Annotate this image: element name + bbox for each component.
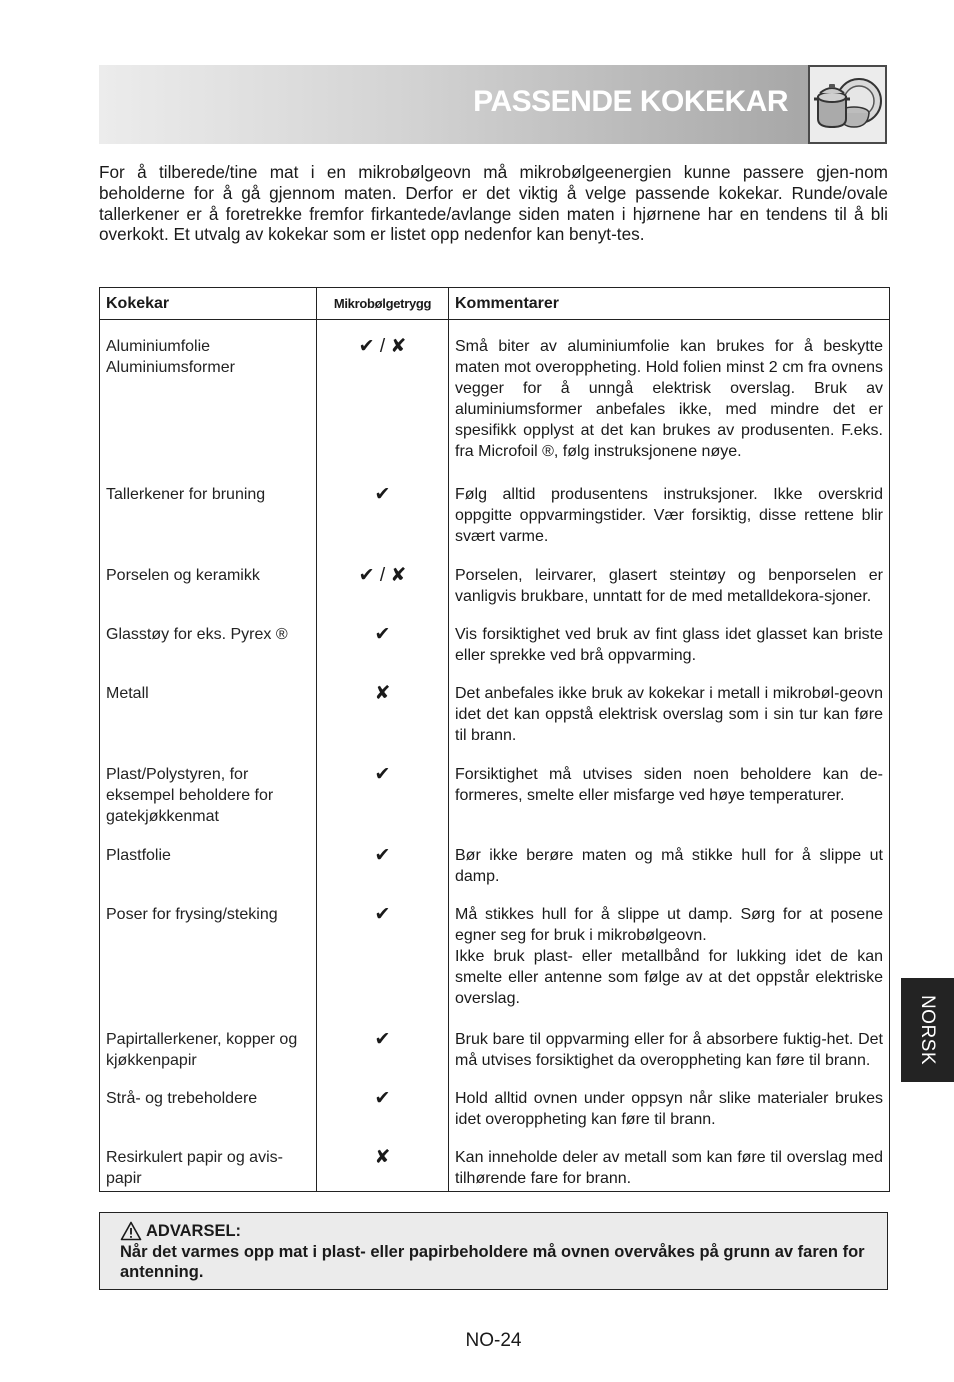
cookware-table [99,287,890,1192]
row-comment: Porselen, leirvarer, glasert steintøy og benporselen er vanligvis brukbare, unntatt for de med metalldekora-sjoner. [449,565,890,624]
row-safety-mark: ✔ [317,764,449,845]
row-cookware-name: Papirtallerkener, kopper og kjøkkenpapir [100,1029,317,1088]
row-comment: Det anbefales ikke bruk av kokekar i metall i mikrobøl-geovn idet det kan oppstå elektrisk overslag som i sin tur kan føre til brann. [449,683,890,764]
row-comment: Bør ikke berøre maten og må stikke hull for å slippe ut damp. [449,845,890,904]
warning-title: ADVARSEL: [146,1222,242,1240]
row-comment: Bruk bare til oppvarming eller for å absorbere fuktig-het. Det må utvises forsiktighet da overoppheting kan føre til brann. [449,1029,890,1088]
row-cookware-name: Plast/Polystyren, for eksempel beholdere for gatekjøkkenmat [100,764,317,845]
language-side-tab [901,978,954,1082]
warning-heading [120,1221,867,1242]
row-safety-mark: ✔ [317,1029,449,1088]
row-cookware-name: Strå- og trebeholdere [100,1088,317,1147]
table-row [100,845,890,904]
row-safety-mark: ✘ [317,683,449,764]
table-row [100,1029,890,1088]
row-comment: Kan inneholde deler av metall som kan føre til overslag med tilhørende fare for brann. [449,1147,890,1192]
row-safety-mark: ✘ [317,1147,449,1192]
row-comment: Vis forsiktighet ved bruk av fint glass idet glasset kan briste eller sprekke ved brå oppvarming. [449,624,890,683]
page-number: NO-24 [465,1330,522,1351]
table-row [100,1147,890,1192]
table-row [100,683,890,764]
page-title: PASSENDE KOKEKAR [473,85,788,118]
row-cookware-name: Metall [100,683,317,764]
table-row [100,1088,890,1147]
row-cookware-name: Plastfolie [100,845,317,904]
warning-text: Når det varmes opp mat i plast- eller papirbeholdere må ovnen overvåkes på grunn av faren for antenning. [120,1242,865,1281]
row-safety-mark: ✔ [317,845,449,904]
warning-box [99,1212,888,1290]
column-header-cookware: Kokekar [100,288,317,320]
cookware-icon [810,67,885,142]
table-row [100,764,890,845]
row-safety-mark: ✔ [317,904,449,1029]
row-comment: Følg alltid produsentens instruksjoner. Ikke overskrid oppgitte oppvarmingstider. Vær forsiktig, disse rettene blir svært varme. [449,484,890,565]
row-comment: Må stikkes hull for å slippe ut damp. Sørg for at posene egner seg for bruk i mikrobølgeovn. Ikke bruk plast- eller metallbånd for lukking idet de kan smelte eller antenne som følge av at det oppstår elektriske overslag. [449,904,890,1029]
row-cookware-name: Tallerkener for bruning [100,484,317,565]
intro-paragraph: For å tilberede/tine mat i en mikrobølgeovn må mikrobølgeenergien kunne passere gjen-nom beholderne for å gå gjennom maten. Derfor er det viktig å velge passende kokekar. Runde/ovale tallerkener er å foretrekke fremfor firkantede/avlange siden maten i hjørnene har en tendens til å bli overkokt. Et utvalg av kokekar som er listet opp nedenfor kan benyt-tes. [99,162,888,245]
row-comment: Forsiktighet må utvises siden noen beholdere kan de-formeres, smelte eller misfarge ved høye temperaturer. [449,764,890,845]
column-header-microwave-safe: Mikrobølgetrygg [317,288,449,320]
table-row [100,484,890,565]
table-header-row [100,288,890,320]
row-safety-mark: ✔ [317,484,449,565]
warning-triangle-icon [120,1221,142,1241]
table-row [100,320,890,485]
header-bar [99,65,808,144]
language-label: NORSK [917,994,939,1066]
row-cookware-name: Poser for frysing/steking [100,904,317,1029]
cookware-icon-box [808,65,887,144]
row-cookware-name: Resirkulert papir og avis-papir [100,1147,317,1192]
table-row [100,904,890,1029]
row-comment: Små biter av aluminiumfolie kan brukes for å beskytte maten mot overoppheting. Hold folien minst 2 cm fra ovnens vegger for å unngå elektrisk overslag. Bruk av aluminiumsformer anbefales ikke, med mindre det er spesifikk opplyst at det kan brukes av produsenten. F.eks. fra Microfoil ®, følg instruksjonene nøye. [449,320,890,485]
row-safety-mark: ✔ [317,1088,449,1147]
table-row [100,565,890,624]
row-cookware-name: Porselen og keramikk [100,565,317,624]
row-comment: Hold alltid ovnen under oppsyn når slike materialer brukes idet overoppheting kan føre til brann. [449,1088,890,1147]
row-safety-mark: ✔ [317,624,449,683]
row-safety-mark: ✔ / ✘ [317,565,449,624]
column-header-comments: Kommentarer [449,288,890,320]
row-cookware-name: Glasstøy for eks. Pyrex ® [100,624,317,683]
row-safety-mark: ✔ / ✘ [317,320,449,485]
table-row [100,624,890,683]
row-cookware-name: Aluminiumfolie Aluminiumsformer [100,320,317,485]
